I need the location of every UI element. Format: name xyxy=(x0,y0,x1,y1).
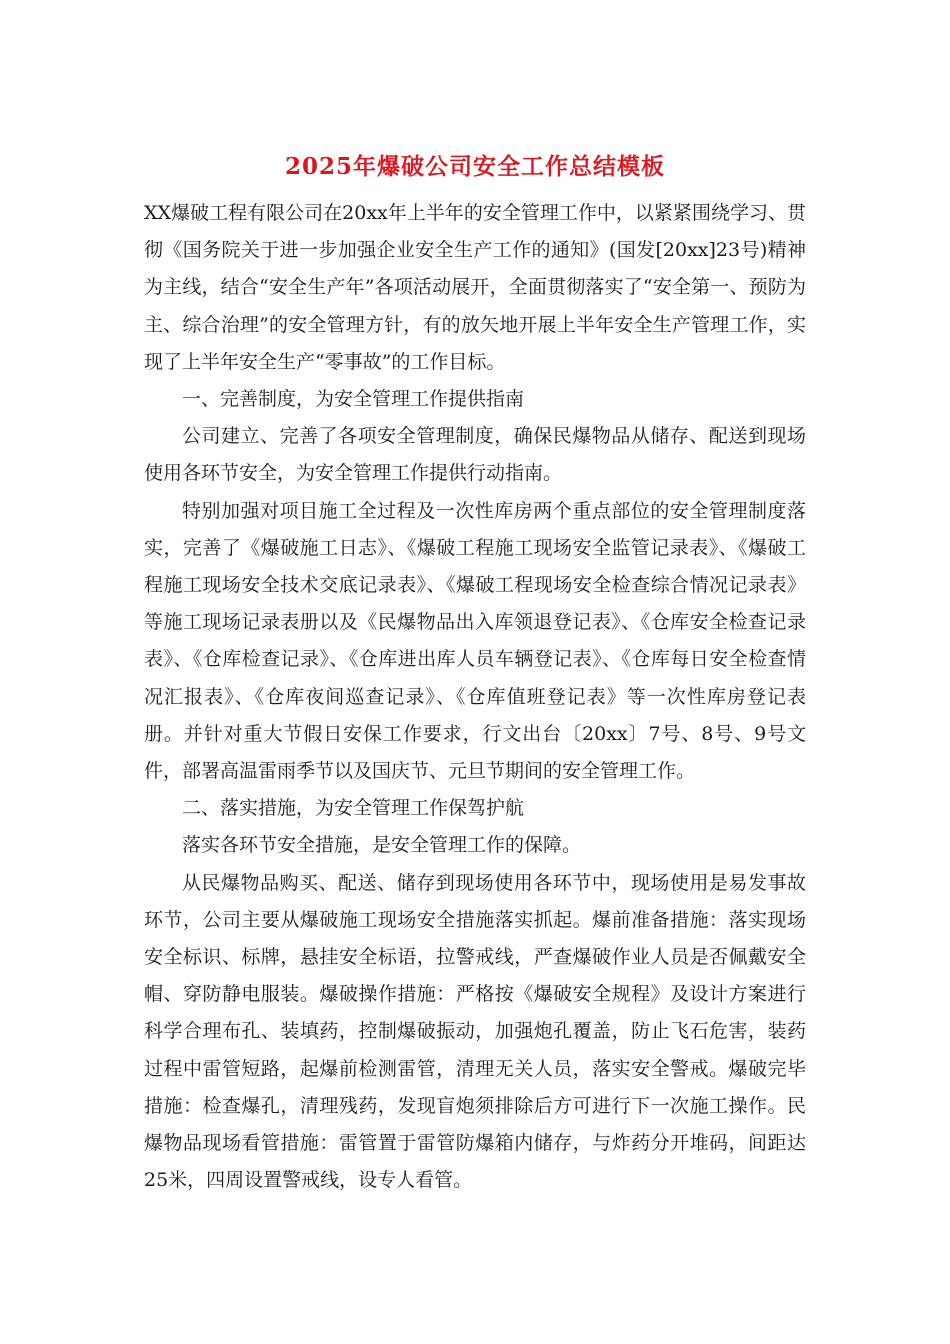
section-heading-1: 一、完善制度，为安全管理工作提供指南 xyxy=(182,388,525,411)
paragraph: 特别加强对项目施工全过程及一次性库房两个重点部位的安全管理制度落实，完善了《爆破施工日志》、《爆破工程施工现场安全监管记录表》、《爆破工程施工现场安全技术交底记录表》、《爆破工程现场安全检查综合情况记录表》等施工现场记录表册以及《民爆物品出入库领退登记表》、《仓库安全检查记录表》、《仓库检查记录》、《仓库进出库人员车辆登记表》、《仓库每日安全检查情况汇报表》、《仓库夜间巡查记录》、《仓库值班登记表》等一次性库房登记表册。并针对重大节假日安保工作要求，行文出台〔20xx〕7号、8号、9号文件，部署高温雷雨季节以及国庆节、元旦节期间的安全管理工作。 xyxy=(144,499,806,783)
document-body xyxy=(144,195,806,1199)
intro-paragraph: XX爆破工程有限公司在20xx年上半年的安全管理工作中，以紧紧围绕学习、贯彻《国务院关于进一步加强企业安全生产工作的通知》(国发[20xx]23号)精神为主线，结合“安全生产年”各项活动展开，全面贯彻落实了“安全第一、预防为主、综合治理”的安全管理方针，有的放矢地开展上半年安全生产管理工作，实现了上半年安全生产“零事故”的工作目标。 xyxy=(144,202,806,373)
document-title: 2025年爆破公司安全工作总结模板 xyxy=(284,153,665,180)
paragraph: 从民爆物品购买、配送、储存到现场使用各环节中，现场使用是易发事故环节，公司主要从爆破施工现场安全措施落实抓起。爆前准备措施：落实现场安全标识、标牌，悬挂安全标语，拉警戒线，严查爆破作业人员是否佩戴安全帽、穿防静电服装。爆破操作措施：严格按《爆破安全规程》及设计方案进行科学合理布孔、装填药，控制爆破振动，加强炮孔覆盖，防止飞石危害，装药过程中雷管短路，起爆前检测雷管，清理无关人员，落实安全警戒。爆破完毕措施：检查爆孔，清理残药，发现盲炮须排除后方可进行下一次施工操作。民爆物品现场看管措施：雷管置于雷管防爆箱内储存，与炸药分开堆码，间距达25米，四周设置警戒线，设专人看管。 xyxy=(144,871,806,1192)
section-heading-2: 二、落实措施，为安全管理工作保驾护航 xyxy=(182,797,525,820)
paragraph: 公司建立、完善了各项安全管理制度，确保民爆物品从储存、配送到现场使用各环节安全，为安全管理工作提供行动指南。 xyxy=(144,425,806,485)
paragraph: 落实各环节安全措施，是安全管理工作的保障。 xyxy=(182,834,582,857)
